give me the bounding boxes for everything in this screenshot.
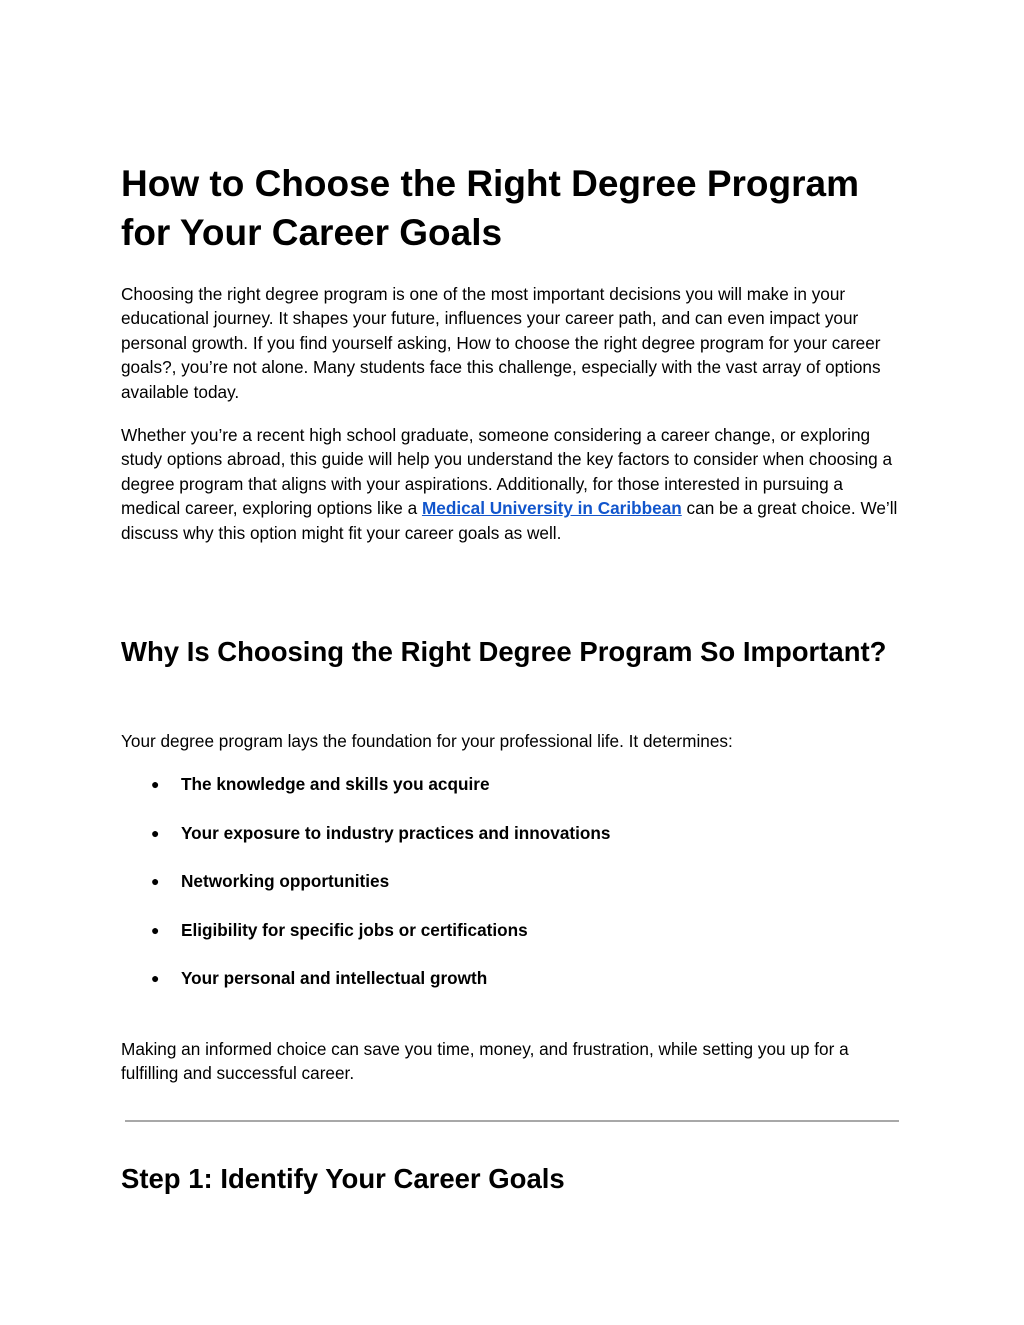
list-item-text: The knowledge and skills you acquire [181,774,490,794]
context-paragraph [121,423,904,545]
importance-heading: Why Is Choosing the Right Degree Program So Important? [121,636,887,667]
list-item-text: Networking opportunities [181,871,390,892]
list-item [121,772,904,796]
intro-paragraph: Choosing the right degree program is one of the most important decisions you will make in your educational journey. It shapes your future, influences your career path, and can even impact your personal growth. If you find yourself asking, How to choose the right degree program for your career goals?, you’re not alone. Many students face this challenge, especially with the vast array of options available today. [121,284,881,402]
importance-lead: Your degree program lays the foundation for your professional life. It determines: [121,731,733,751]
list-item [121,918,904,942]
list-item-text: Eligibility for specific jobs or certifications [181,919,528,940]
bullet-icon: ● [151,776,160,792]
importance-bullet-list [121,772,904,1015]
list-item [121,821,904,845]
bullet-icon: ● [151,970,160,987]
context-text-before-link: Whether you’re a recent high school graduate, someone considering a career change, or exploring study options abroad, this guide will help you understand the key factors to consider when choosing a degree program that aligns with your aspirations. Additionally, for those interested in pursuing a medical career, exploring options like a [121,425,893,519]
list-item [121,869,904,893]
bullet-icon: ● [151,873,160,890]
step1-heading: Step 1: Identify Your Career Goals [121,1163,565,1194]
bullet-icon: ● [151,921,160,938]
list-item-text: Your exposure to industry practices and innovations [181,822,611,843]
importance-closing: Making an informed choice can save you time, money, and frustration, while setting you up for a fulfilling and successful career. [121,1039,849,1084]
horizontal-divider [125,1120,899,1122]
page-title: How to Choose the Right Degree Program for Your Career Goals [121,163,860,253]
list-item-text: Your personal and intellectual growth [181,968,488,989]
list-item [121,966,904,990]
medical-university-link[interactable]: Medical University in Caribbean [421,498,682,519]
context-text-after-link: can be a great choice. We’ll discuss why this option might fit your career goals as well. [121,498,898,543]
bullet-icon: ● [151,824,160,841]
